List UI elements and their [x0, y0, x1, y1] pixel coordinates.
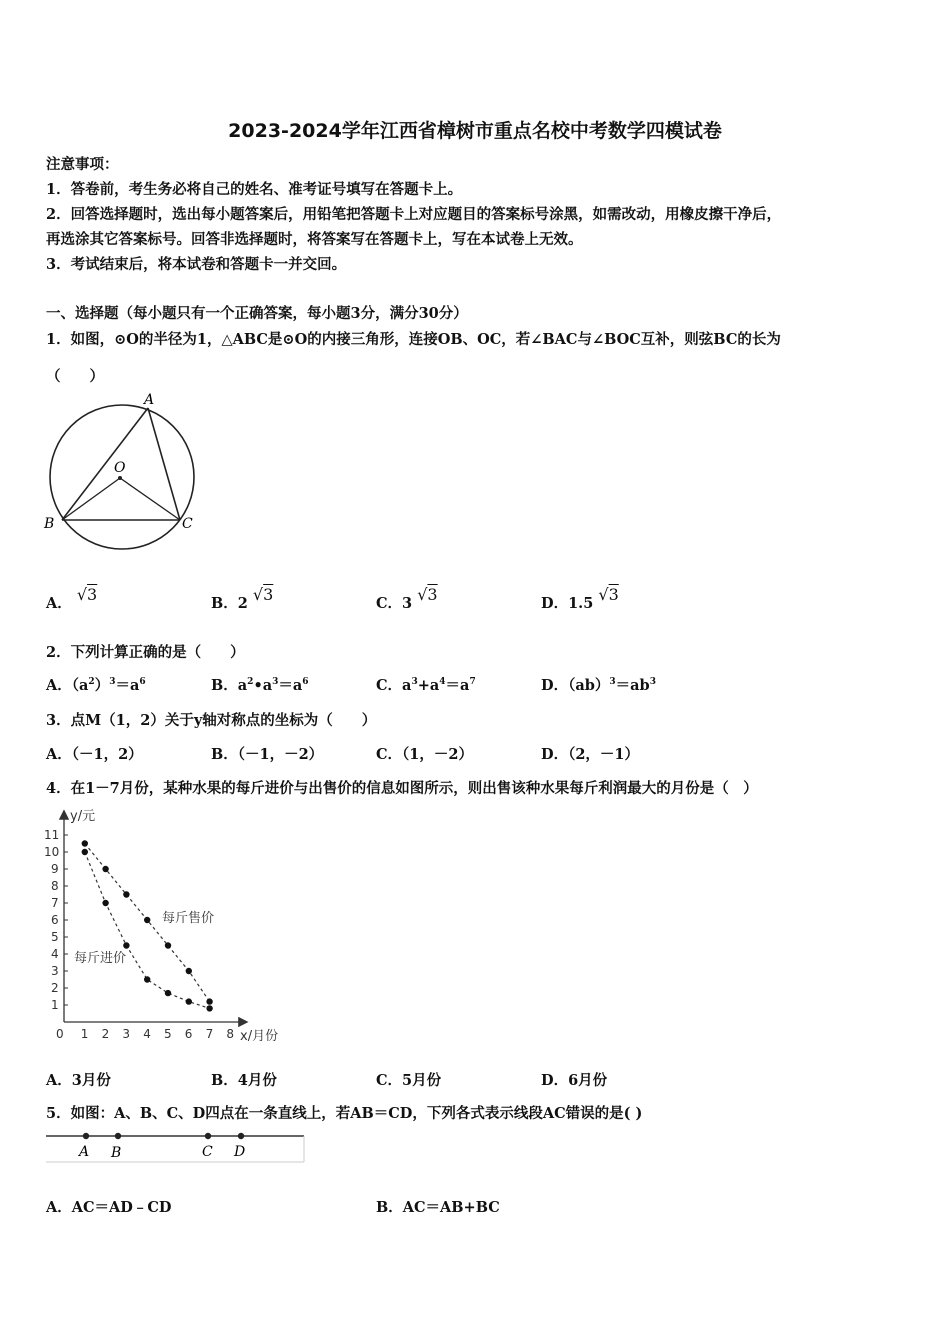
point-a	[83, 1133, 89, 1139]
option: C．（1，－2）	[376, 746, 473, 763]
option: B．（－1，－2）	[211, 746, 324, 763]
point-b	[115, 1133, 121, 1139]
option: B．$a^2•a^3=a^6$	[211, 677, 309, 694]
point-c	[205, 1133, 211, 1139]
label-a: A	[79, 1144, 90, 1160]
y-tick-label: 6	[51, 913, 59, 927]
question-1-stem: 1．如图，⊙O的半径为1，△ABC是⊙O的内接三角形，连接OB、OC，若∠BAC与∠BOC互补，则弦BC的长为	[46, 331, 781, 348]
y-tick-label: 3	[51, 964, 59, 978]
x-tick-label: 1	[80, 1027, 89, 1041]
option: C．5月份	[376, 1072, 442, 1089]
question-3-stem: 3．点M（1，2）关于y轴对称点的坐标为（ ）	[46, 712, 377, 729]
notice-item: 2．回答选择题时，选出每小题答案后，用铅笔把答题卡上对应题目的答案标号涂黑，如需改动，用橡皮擦干净后，	[46, 206, 782, 223]
buy-price-point	[123, 942, 129, 948]
option: A．（－1，2）	[46, 746, 143, 763]
option: C．$a^3+a^4=a^7$	[376, 677, 476, 694]
sell-price-point	[82, 840, 88, 846]
label-d: D	[234, 1144, 246, 1160]
sell-price-point	[186, 968, 192, 974]
notice-item: 再选涂其它答案标号。回答非选择题时，将答案写在答题卡上，写在本试卷上无效。	[46, 231, 583, 248]
buy-price-curve	[85, 852, 210, 1008]
sell-price-point	[206, 998, 212, 1004]
price-chart	[40, 800, 300, 1050]
y-tick-label: 7	[51, 896, 59, 910]
sell-price-point	[123, 891, 129, 897]
notice-item: 1．答卷前，考生务必将自己的姓名、准考证号填写在答题卡上。	[46, 181, 463, 198]
x-tick-label: 6	[184, 1027, 193, 1041]
side-ab	[62, 408, 148, 520]
x-tick-label: 3	[122, 1027, 131, 1041]
label-b: B	[44, 516, 55, 532]
sell-price-point	[165, 942, 171, 948]
legend-sell: 每斤售价	[162, 911, 215, 926]
option: B．2 √3	[211, 585, 274, 612]
y-tick-label: 4	[51, 947, 59, 961]
section-heading: 一、选择题（每小题只有一个正确答案，每小题3分，满分30分）	[46, 305, 468, 322]
y-tick-label: 2	[51, 981, 59, 995]
question-5-stem: 5．如图：A、B、C、D四点在一条直线上，若AB＝CD，下列各式表示线段AC错误的是( )	[46, 1105, 643, 1122]
x-tick-label: 7	[205, 1027, 214, 1041]
segment-ob	[62, 478, 120, 520]
label-c: C	[182, 516, 193, 532]
segment-oc	[120, 478, 180, 520]
buy-price-point	[144, 976, 150, 982]
label-b: B	[111, 1145, 122, 1161]
question-1-paren: （ ）	[46, 368, 104, 385]
option: D．1.5 √3	[541, 585, 619, 612]
option: A． √3	[46, 585, 98, 612]
y-tick-label: 1	[51, 998, 59, 1012]
y-axis-label: y/元	[70, 809, 96, 824]
option: A．3月份	[46, 1072, 111, 1089]
sell-price-point	[102, 866, 108, 872]
option: A．$(a^2)^3=a^6$	[46, 677, 146, 694]
label-a: A	[144, 392, 155, 408]
option: D．（2，－1）	[541, 746, 640, 763]
y-tick-label: 10	[44, 845, 60, 859]
option: A．AC＝AD﹣CD	[46, 1199, 172, 1216]
question-2-stem: 2．下列计算正确的是（ ）	[46, 644, 245, 661]
label-o: O	[114, 460, 126, 476]
option: B．4月份	[211, 1072, 277, 1089]
x-tick-label: 0	[56, 1027, 64, 1041]
option: B．AC＝AB+BC	[376, 1199, 500, 1216]
y-tick-label: 8	[51, 879, 59, 893]
x-tick-label: 8	[226, 1027, 235, 1041]
x-tick-label: 4	[143, 1027, 151, 1041]
notice-heading: 注意事项：	[46, 156, 119, 173]
buy-price-point	[206, 1005, 212, 1011]
question-4-stem: 4．在1－7月份，某种水果的每斤进价与出售价的信息如图所示，则出售该种水果每斤利润最大的月份是（ ）	[46, 780, 758, 797]
option: C．3 √3	[376, 585, 438, 612]
option: D．6月份	[541, 1072, 608, 1089]
side-ac	[148, 408, 180, 520]
buy-price-point	[102, 900, 108, 906]
page-title: 2023-2024学年江西省樟树市重点名校中考数学四模试卷	[228, 120, 722, 142]
x-tick-label: 5	[164, 1027, 172, 1041]
legend-buy: 每斤进价	[74, 951, 127, 966]
y-tick-label: 9	[51, 862, 59, 876]
option: D．$(ab)^3=ab^3$	[541, 677, 656, 694]
x-tick-label: 2	[101, 1027, 110, 1041]
notice-item: 3．考试结束后，将本试卷和答题卡一并交回。	[46, 256, 347, 273]
y-tick-label: 5	[51, 930, 59, 944]
buy-price-point	[165, 990, 171, 996]
buy-price-point	[186, 998, 192, 1004]
point-d	[238, 1133, 244, 1139]
circle-o	[50, 405, 194, 549]
circle-triangle-figure	[42, 390, 202, 555]
sell-price-point	[144, 917, 150, 923]
label-c: C	[202, 1144, 213, 1160]
center-point	[118, 476, 122, 480]
y-tick-label: 11	[44, 828, 60, 842]
line-segment-figure	[44, 1126, 308, 1164]
x-axis-label: x/月份	[240, 1029, 279, 1044]
buy-price-point	[82, 849, 88, 855]
